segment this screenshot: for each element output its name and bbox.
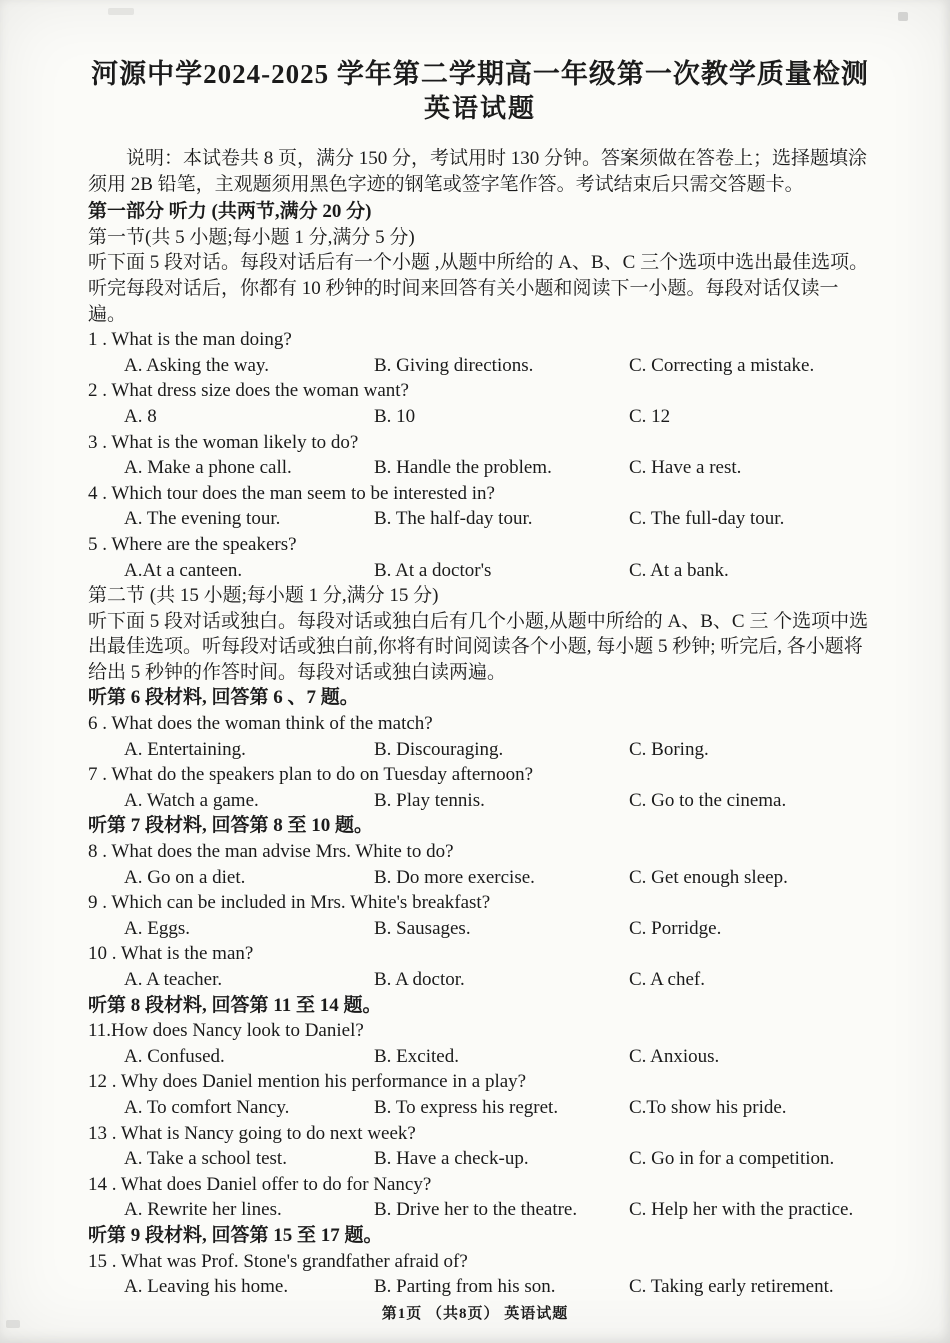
exam-title: 河源中学2024-2025 学年第二学期高一年级第一次教学质量检测 <box>91 59 869 89</box>
instruction-text: 第一节(共 5 小题;每小题 1 分,满分 5 分) <box>88 226 415 248</box>
question-10 <box>88 941 872 992</box>
options-row <box>88 558 872 584</box>
option-b: B. 10 <box>374 405 416 427</box>
question-text: 4 . Which tour does the man seem to be interested in? <box>88 482 495 504</box>
instruction-text: 听下面 5 段对话或独白。每段对话或独白后有几个小题,从题中所给的 A、B、C 三 个选项中选出最佳选项。听每段对话或独白前,你将有时间阅读各个小题, 每小题 5 秒钟; 听完后, 各小题将给出 5 秒钟的作答时间。每段对话或独白读两遍。 <box>88 610 869 683</box>
option-a: A. To comfort Nancy. <box>124 1096 290 1118</box>
scan-artifact <box>898 12 908 21</box>
option-b: B. Drive her to the theatre. <box>374 1199 578 1221</box>
question-9 <box>88 890 872 941</box>
option-b: B. Parting from his son. <box>374 1276 556 1298</box>
option-b: B. The half-day tour. <box>374 508 533 530</box>
question-14 <box>88 1172 872 1223</box>
options-row <box>88 916 872 942</box>
option-a: A. A teacher. <box>124 969 223 990</box>
option-b: B. Do more exercise. <box>374 866 535 888</box>
option-c: C. Have a rest. <box>629 457 742 479</box>
question-text: 12 . Why does Daniel mention his performance in a play? <box>88 1071 527 1093</box>
question-5 <box>88 532 872 583</box>
option-c: C. Anxious. <box>629 1045 720 1067</box>
question-text: 1 . What is the man doing? <box>88 329 292 351</box>
option-c: C. Correcting a mistake. <box>629 354 815 376</box>
option-b: B. Sausages. <box>374 917 471 939</box>
option-b: B. Excited. <box>374 1045 459 1067</box>
option-a: A. Take a school test. <box>124 1148 287 1170</box>
option-a: A. Rewrite her lines. <box>124 1199 282 1221</box>
material-heading: 听第 9 段材料, 回答第 15 至 17 题。 <box>88 1224 383 1246</box>
option-b: B. At a doctor's <box>374 559 492 581</box>
instruction-text: 听下面 5 段对话。每段对话后有一个小题 ,从题中所给的 A、B、C 三个选项中选出最佳选项。听完每段对话后，你都有 10 秒钟的时间来回答有关小题和阅读下一小题。每段对话仅读一遍。 <box>88 252 869 325</box>
option-a: A. Asking the way. <box>124 354 269 376</box>
document-body <box>88 146 872 1300</box>
options-row <box>88 1197 872 1223</box>
options-row <box>88 506 872 532</box>
option-a: A. The evening tour. <box>124 508 281 530</box>
options-row <box>88 737 872 763</box>
option-b: B. Have a check-up. <box>374 1148 529 1170</box>
exam-note: 说明：本试卷共 8 页，满分 150 分，考试用时 130 分钟。答案须做在答卷上；选择题填涂须用 2B 铅笔，主观题须用黑色字迹的钢笔或签字笔作答。考试结束后只需交答题卡。 <box>88 148 868 195</box>
question-2 <box>88 378 872 429</box>
options-row <box>88 1044 872 1070</box>
question-4 <box>88 481 872 532</box>
option-c: C. Get enough sleep. <box>629 866 788 888</box>
option-c: C. Go to the cinema. <box>629 789 787 811</box>
option-a: A. 8 <box>124 405 157 427</box>
question-text: 8 . What does the man advise Mrs. White to do? <box>88 841 454 863</box>
option-c: C. Taking early retirement. <box>629 1276 834 1298</box>
options-row <box>88 455 872 481</box>
options-row <box>88 788 872 814</box>
question-text: 10 . What is the man? <box>88 943 254 965</box>
option-c: C. Help her with the practice. <box>629 1199 854 1221</box>
question-8 <box>88 839 872 890</box>
option-a: A. Go on a diet. <box>124 866 246 888</box>
question-1 <box>88 327 872 378</box>
question-6 <box>88 711 872 762</box>
question-text: 7 . What do the speakers plan to do on Tuesday afternoon? <box>88 764 534 786</box>
question-text: 3 . What is the woman likely to do? <box>88 431 359 453</box>
question-text: 15 . What was Prof. Stone's grandfather afraid of? <box>88 1250 468 1272</box>
option-a: A. Make a phone call. <box>124 457 292 479</box>
question-text: 5 . Where are the speakers? <box>88 533 297 555</box>
material-heading: 听第 8 段材料, 回答第 11 至 14 题。 <box>88 994 382 1016</box>
option-b: B. Giving directions. <box>374 354 534 376</box>
question-text: 6 . What does the woman think of the match? <box>88 713 433 735</box>
option-c: C. Boring. <box>629 738 709 760</box>
exam-subtitle: 英语试题 <box>423 94 536 123</box>
instruction-text: 第二节 (共 15 小题;每小题 1 分,满分 15 分) <box>88 585 439 607</box>
option-c: C. 12 <box>629 405 671 427</box>
page-footer: 第1页 （共8页） 英语试题 <box>381 1306 569 1322</box>
option-c: C. Porridge. <box>629 917 722 939</box>
material-heading: 听第 6 段材料, 回答第 6 、7 题。 <box>88 687 359 709</box>
option-c: C. The full-day tour. <box>629 508 785 530</box>
options-row <box>88 967 872 993</box>
option-a: A. Watch a game. <box>124 789 259 811</box>
question-text: 14 . What does Daniel offer to do for Nancy? <box>88 1173 432 1195</box>
option-a: A. Entertaining. <box>124 738 246 760</box>
options-row <box>88 1274 872 1300</box>
options-row <box>88 1146 872 1172</box>
option-b: B. To express his regret. <box>374 1096 559 1118</box>
question-text: 2 . What dress size does the woman want? <box>88 380 409 402</box>
question-3 <box>88 430 872 481</box>
section-heading: 第一部分 听力 (共两节,满分 20 分) <box>88 201 372 223</box>
question-text: 11.How does Nancy look to Daniel? <box>88 1020 364 1042</box>
option-b: B. Handle the problem. <box>374 457 552 479</box>
option-b: B. Discouraging. <box>374 738 504 760</box>
option-c: C. A chef. <box>629 969 705 990</box>
option-a: A. Leaving his home. <box>124 1276 289 1298</box>
options-row <box>88 404 872 430</box>
options-row <box>88 865 872 891</box>
options-row <box>88 353 872 379</box>
option-b: B. Play tennis. <box>374 789 485 811</box>
option-c: C.To show his pride. <box>629 1096 787 1118</box>
question-7 <box>88 762 872 813</box>
option-c: C. Go in for a competition. <box>629 1148 835 1170</box>
option-a: A. Confused. <box>124 1045 225 1067</box>
question-text: 9 . Which can be included in Mrs. White's breakfast? <box>88 892 491 914</box>
scan-artifact <box>108 8 134 15</box>
question-12 <box>88 1069 872 1120</box>
question-text: 13 . What is Nancy going to do next week? <box>88 1122 416 1144</box>
material-heading: 听第 7 段材料, 回答第 8 至 10 题。 <box>88 815 374 837</box>
option-c: C. At a bank. <box>629 559 729 581</box>
question-11 <box>88 1018 872 1069</box>
option-b: B. A doctor. <box>374 969 465 990</box>
question-13 <box>88 1121 872 1172</box>
option-a: A. Eggs. <box>124 917 190 939</box>
question-15 <box>88 1249 872 1300</box>
options-row <box>88 1095 872 1121</box>
option-a: A.At a canteen. <box>124 559 243 581</box>
